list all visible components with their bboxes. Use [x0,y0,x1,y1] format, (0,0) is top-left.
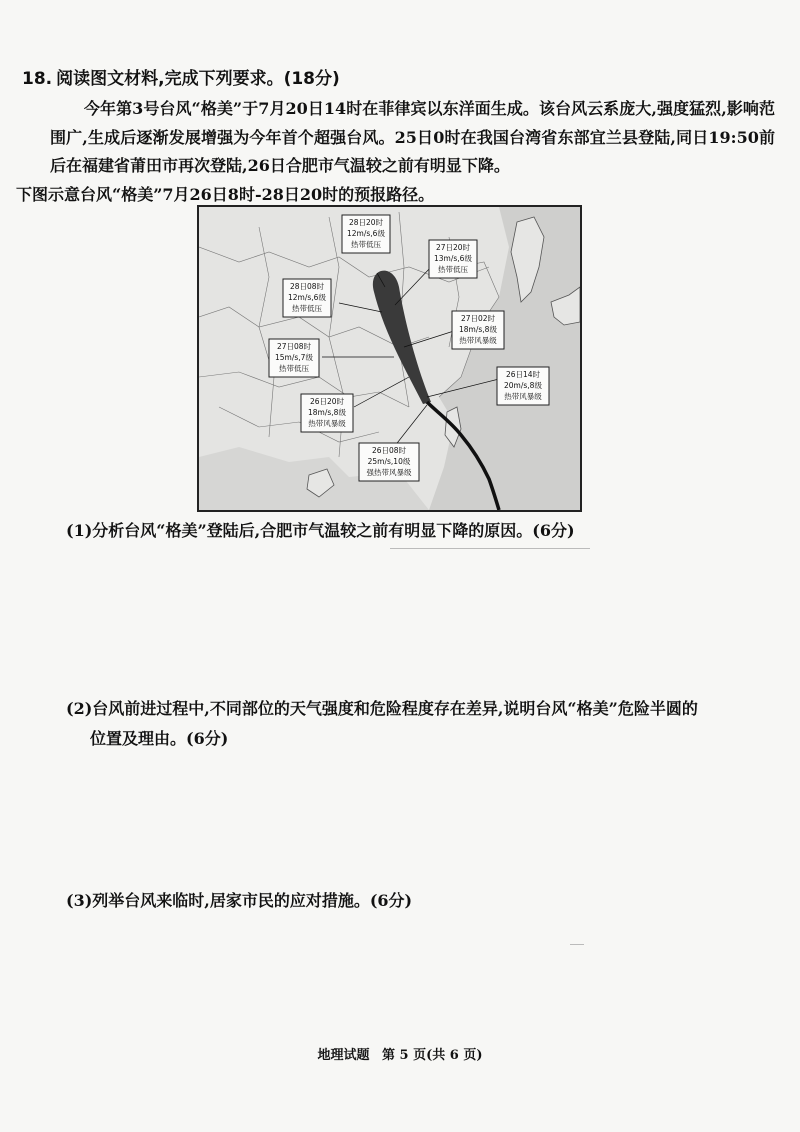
svg-text:强热带风暴级: 强热带风暴级 [366,468,412,477]
svg-text:27日02时: 27日02时 [460,314,496,323]
forecast-cone [373,271,431,404]
svg-text:热带低压: 热带低压 [351,240,381,249]
footer-page-number: 第 5 页(共 6 页) [382,1048,483,1063]
label-28-20 [342,215,390,253]
question-title: 阅读图文材料,完成下列要求。(18分) [56,69,340,89]
sub-question-2 [66,694,766,754]
svg-text:12m/s,6级: 12m/s,6级 [288,293,326,302]
svg-text:27日20时: 27日20时 [435,243,471,252]
typhoon-track-map [197,205,582,512]
question-number: 18. [22,69,53,89]
label-26-14 [497,367,549,405]
svg-text:12m/s,6级: 12m/s,6级 [347,229,385,238]
svg-text:热带风暴级: 热带风暴级 [308,419,346,428]
material-line-1: 今年第3号台风“格美”于7月20日14时在菲律宾以东洋面生成。该台风云系庞大,强度猛烈,影响范围广,生成后逐渐发展增强为今年首个超强台风。25日0时在我国台湾省东部宜兰县登陆,同日19:50前后在福建省莆田市再次登陆,26日合肥市气温较之前有明显下降。 [50,99,775,175]
material-line-2: 下图示意台风“格美”7月26日8时-28日20时的预报路径。 [16,184,435,204]
svg-text:热带低压: 热带低压 [279,364,309,373]
question-header [22,64,340,89]
svg-text:热带风暴级: 热带风暴级 [459,336,497,345]
svg-text:27日08时: 27日08时 [276,342,312,351]
label-26-20 [301,394,353,432]
sub-question-3: (3)列举台风来临时,居家市民的应对措施。(6分) [66,891,413,910]
svg-text:13m/s,6级: 13m/s,6级 [434,254,472,263]
svg-text:15m/s,7级: 15m/s,7级 [275,353,313,362]
svg-text:20m/s,8级: 20m/s,8级 [504,381,542,390]
svg-text:26日08时: 26日08时 [371,446,407,455]
svg-text:18m/s,8级: 18m/s,8级 [308,408,346,417]
svg-text:热带低压: 热带低压 [438,265,468,274]
sub-question-2-line-1: (2)台风前进过程中,不同部位的天气强度和危险程度存在差异,说明台风“格美”危险半圆的 [66,699,698,718]
svg-text:18m/s,8级: 18m/s,8级 [459,325,497,334]
sub-question-1: (1)分析台风“格美”登陆后,合肥市气温较之前有明显下降的原因。(6分) [66,521,575,540]
footer-subject: 地理试题 [317,1048,370,1063]
page-footer [0,1044,800,1063]
svg-text:热带低压: 热带低压 [292,304,322,313]
scan-artifact-2 [570,944,584,945]
svg-text:26日20时: 26日20时 [309,397,345,406]
material-text [16,95,775,209]
label-27-02 [452,311,504,349]
label-28-08 [283,279,331,317]
sub-question-2-line-2: 位置及理由。(6分) [90,729,229,748]
svg-text:热带风暴级: 热带风暴级 [504,392,542,401]
svg-text:28日20时: 28日20时 [348,218,384,227]
scan-artifact [390,548,590,549]
label-27-08 [269,339,319,377]
map-svg [199,207,580,510]
svg-text:26日14时: 26日14时 [505,370,541,379]
svg-text:25m/s,10级: 25m/s,10级 [367,457,411,466]
svg-text:28日08时: 28日08时 [289,282,325,291]
label-27-20 [429,240,477,278]
label-26-08 [359,443,419,481]
